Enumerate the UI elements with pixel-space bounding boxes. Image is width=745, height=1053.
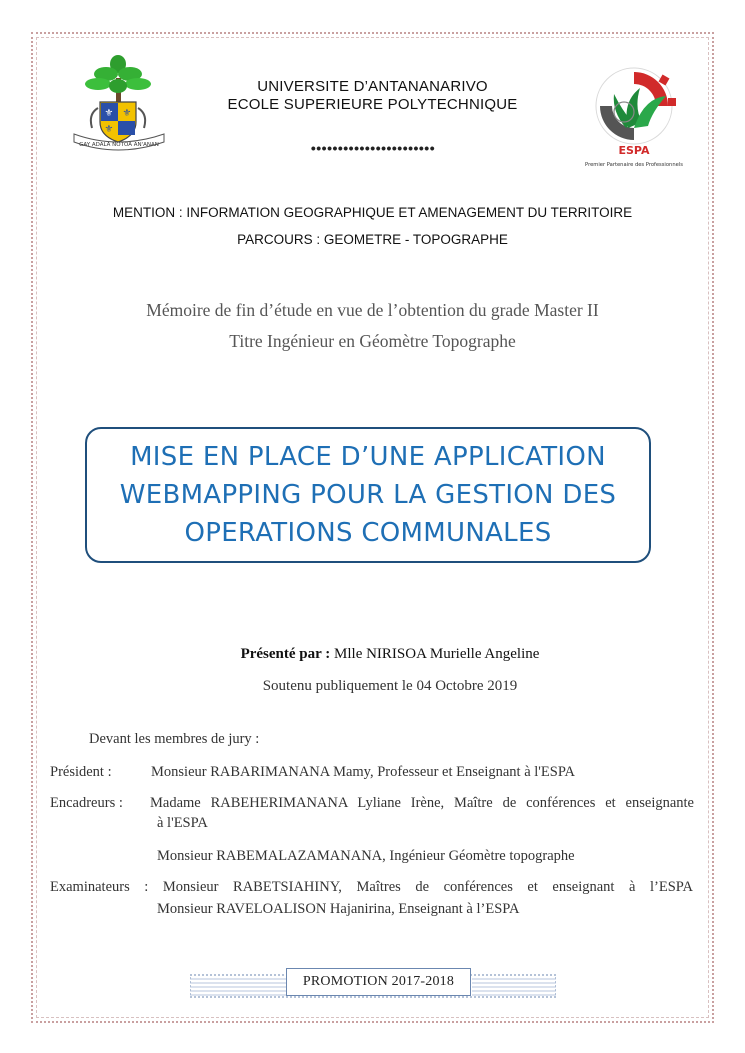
memoire-line: Mémoire de fin d’étude en vue de l’obtention du grade Master II: [146, 300, 599, 320]
svg-text:⚜: ⚜: [104, 108, 114, 119]
thesis-title: [120, 438, 616, 552]
jury-intro: Devant les membres de jury :: [89, 731, 260, 747]
thesis-title-line: OPERATIONS COMMUNALES: [184, 518, 552, 548]
president-value: Monsieur RABARIMANANA Mamy, Professeur et Enseignant à l'ESPA: [151, 764, 576, 780]
presented-name: Mlle NIRISOA Murielle Angeline: [334, 646, 540, 662]
titre-line: Titre Ingénieur en Géomètre Topographe: [229, 331, 516, 351]
svg-text:ESPA: ESPA: [618, 144, 650, 157]
president-label: Président :: [50, 764, 112, 780]
thesis-title-line: MISE EN PLACE D’UNE APPLICATION: [130, 442, 606, 472]
presented-label: Présenté par :: [240, 646, 331, 662]
encadreur-2: Monsieur RABEMALAZAMANANA, Ingénieur Géomètre topographe: [157, 848, 575, 864]
school-name: ECOLE SUPERIEURE POLYTECHNIQUE: [227, 96, 518, 113]
thesis-title-line: WEBMAPPING POUR LA GESTION DES: [119, 480, 617, 510]
promotion-label: PROMOTION 2017-2018: [286, 968, 471, 996]
mention-line: MENTION : INFORMATION GEOGRAPHIQUE ET AMENAGEMENT DU TERRITOIRE: [112, 205, 633, 220]
encadreur-1-line2: à l'ESPA: [157, 815, 208, 831]
encadreur-1-line1: Madame RABEHERIMANANA Lyliane Irène, Maître de conférences et enseignante: [150, 795, 694, 811]
encadreurs-label: Encadreurs :: [50, 795, 123, 811]
thesis-title-box: [85, 427, 651, 563]
examinateur-2: Monsieur RAVELOALISON Hajanirina, Enseignant à l’ESPA: [157, 901, 520, 917]
svg-text:⚜: ⚜: [122, 108, 132, 119]
shield-icon: [100, 102, 136, 142]
university-name: UNIVERSITE D’ANTANANARIVO: [257, 78, 488, 95]
parcours-line: PARCOURS : GEOMETRE - TOPOGRAPHE: [237, 232, 508, 247]
tree-icon: [85, 55, 151, 106]
presented-by: [150, 646, 630, 663]
header-separator: •••••••••••••••••••••••: [310, 140, 436, 156]
examinateurs-line: Examinateurs : Monsieur RABETSIAHINY, Maîtres de conférences et enseignant à l’ESPA: [50, 879, 693, 895]
defense-date: Soutenu publiquement le 04 Octobre 2019: [262, 678, 518, 694]
espa-logo: [582, 62, 688, 172]
svg-text:Premier Partenaire des Profess: Premier Partenaire des Professionnels: [585, 162, 683, 168]
svg-text:⚜: ⚜: [104, 124, 114, 135]
svg-text:GAY ADALA NOTOA AN'ANAN: GAY ADALA NOTOA AN'ANAN: [79, 142, 159, 148]
